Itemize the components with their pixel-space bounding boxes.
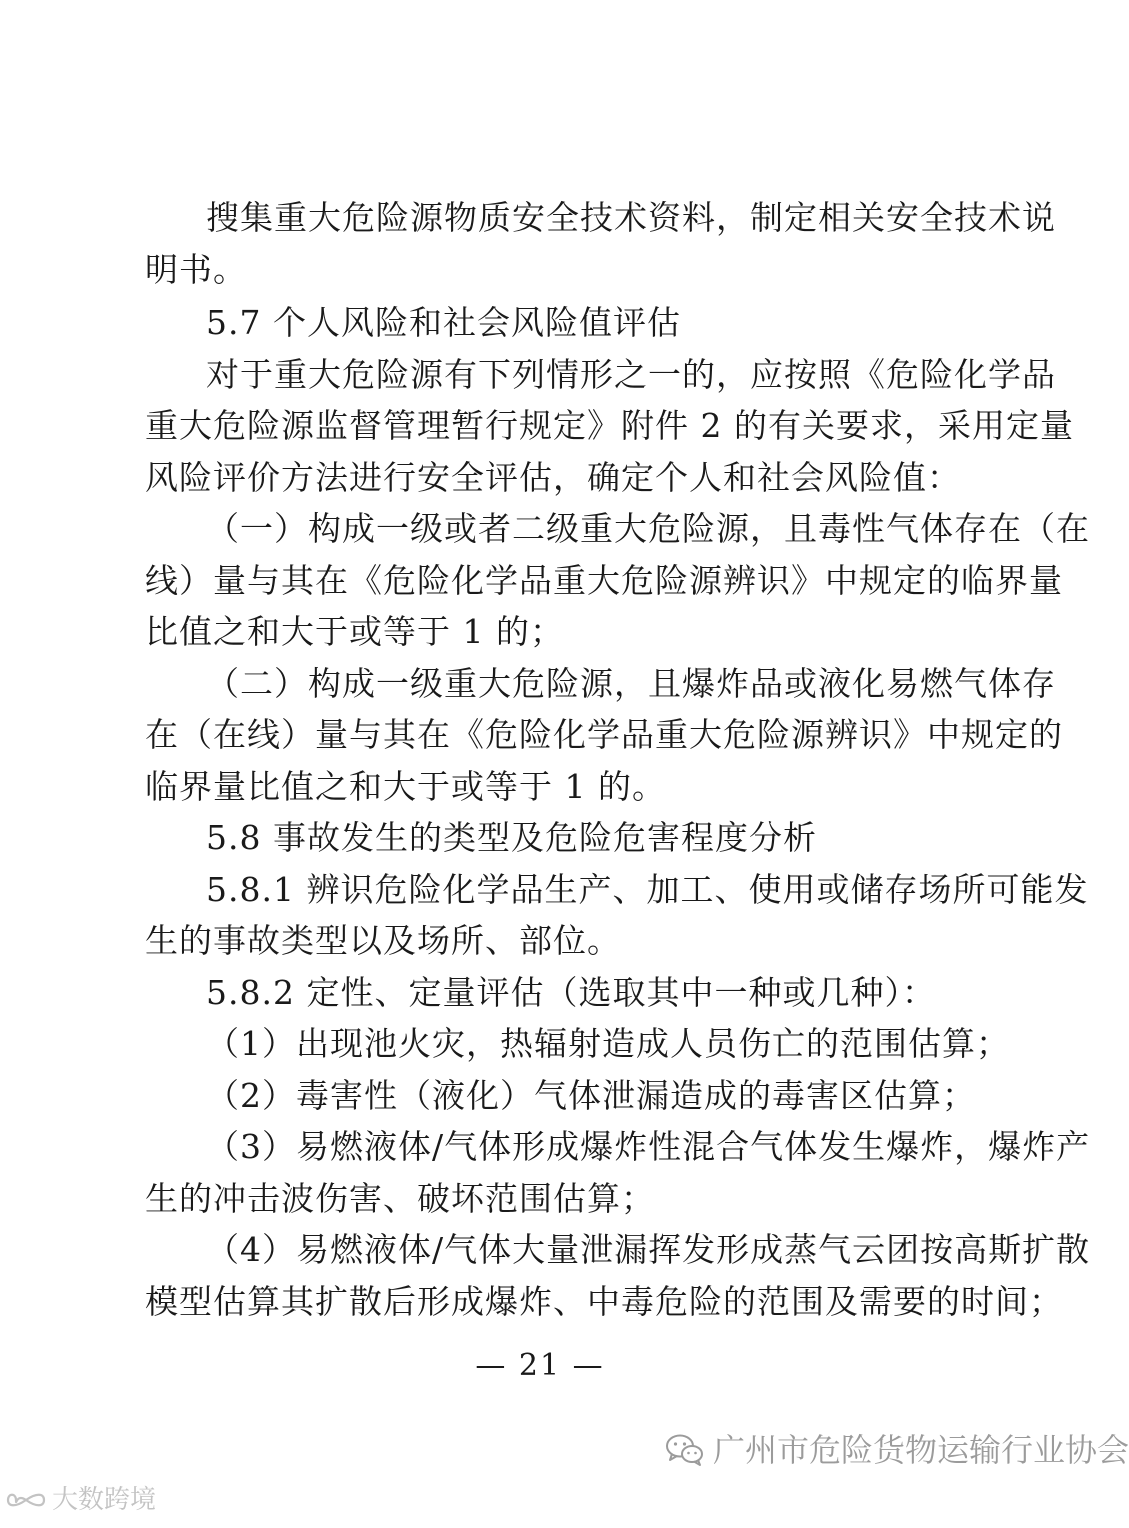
wechat-account-watermark xyxy=(665,1430,1129,1470)
text-line: 比值之和大于或等于 1 的； xyxy=(145,612,564,651)
text-line: 风险评价方法进行安全评估，确定个人和社会风险值： xyxy=(145,458,961,497)
text-line: （二）构成一级重大危险源，且爆炸品或液化易燃气体存 xyxy=(206,664,1056,703)
text-line: 临界量比值之和大于或等于 1 的。 xyxy=(145,767,666,806)
text-line: 生的冲击波伤害、破坏范围估算； xyxy=(145,1179,655,1218)
list-item: （3）易燃液体/气体形成爆炸性混合气体发生爆炸，爆炸产 xyxy=(206,1127,1091,1166)
text-line: 模型估算其扩散后形成爆炸、中毒危险的范围及需要的时间； xyxy=(145,1282,1063,1321)
wechat-icon xyxy=(665,1433,705,1467)
site-name: 大数跨境 xyxy=(52,1485,157,1515)
page-number: — 21 — xyxy=(475,1348,605,1383)
wechat-account-name: 广州市危险货物运输行业协会 xyxy=(713,1431,1129,1469)
text-line: （一）构成一级或者二级重大危险源，且毒性气体存在（在 xyxy=(206,509,1090,548)
text-line: 重大危险源监督管理暂行规定》附件 2 的有关要求，采用定量 xyxy=(145,406,1074,445)
list-item: （1）出现池火灾，热辐射造成人员伤亡的范围估算； xyxy=(206,1024,1010,1063)
text-line: 对于重大危险源有下列情形之一的，应按照《危险化学品 xyxy=(206,355,1056,394)
text-line: 5.8.2 定性、定量评估（选取其中一种或几种）： xyxy=(206,973,936,1012)
section-heading: 5.7 个人风险和社会风险值评估 xyxy=(206,303,681,342)
site-watermark xyxy=(6,1484,156,1516)
list-item: （2）毒害性（液化）气体泄漏造成的毒害区估算； xyxy=(206,1076,976,1115)
text-line: 生的事故类型以及场所、部位。 xyxy=(145,921,621,960)
text-line: 明书。 xyxy=(145,250,247,289)
text-line: 搜集重大危险源物质安全技术资料，制定相关安全技术说 xyxy=(206,198,1056,237)
text-line: 在（在线）量与其在《危险化学品重大危险源辨识》中规定的 xyxy=(145,715,1063,754)
text-line: 线）量与其在《危险化学品重大危险源辨识》中规定的临界量 xyxy=(145,561,1063,600)
section-heading: 5.8 事故发生的类型及危险危害程度分析 xyxy=(206,818,817,857)
text-line: 5.8.1 辨识危险化学品生产、加工、使用或储存场所可能发 xyxy=(206,870,1089,909)
infinity-logo-icon xyxy=(6,1487,46,1513)
list-item: （4）易燃液体/气体大量泄漏挥发形成蒸气云团按高斯扩散 xyxy=(206,1230,1091,1269)
